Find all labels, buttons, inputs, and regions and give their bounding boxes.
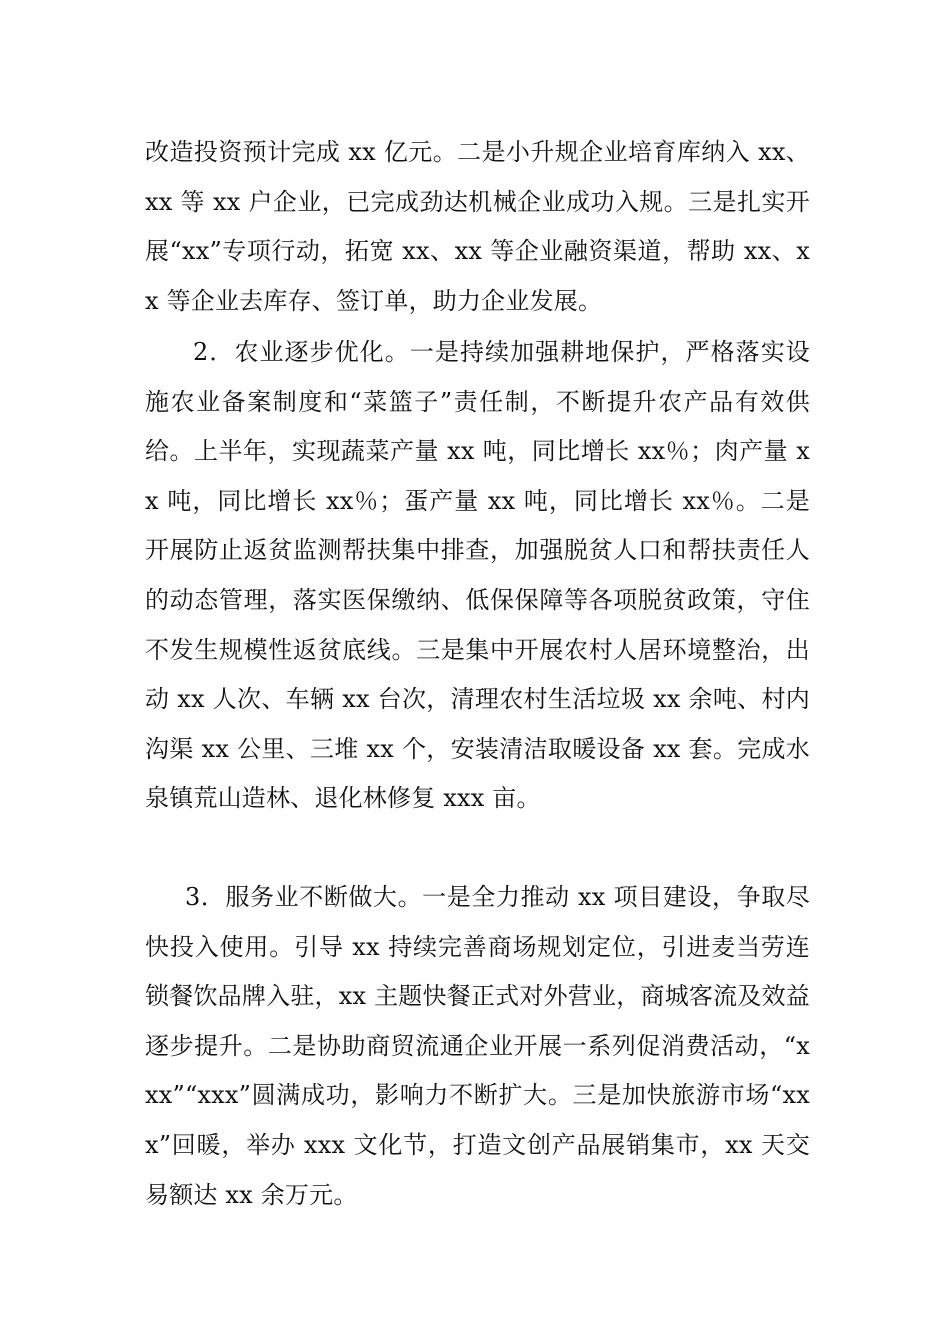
paragraph-services: 3．服务业不断做大。一是全力推动 xx 项目建设，争取尽快投入使用。引导 xx 持续完善商场规划定位，引进麦当劳连锁餐饮品牌入驻，xx 主题快餐正式对外营业，商城客流及效益逐步提升。二是协助商贸流通企业开展一系列促消费活动，“xxx”“xxx”圆满成功，影响力不断扩大。三是加快旅游市场“xxx”回暖，举办 xxx 文化节，打造文创产品展销集市，xx 天交易额达 xx 余万元。 [145,883,810,1209]
paragraph-industry-continued: 改造投资预计完成 xx 亿元。二是小升规企业培育库纳入 xx、xx 等 xx 户企业，已完成劲达机械企业成功入规。三是扎实开展“xx”专项行动，拓宽 xx、xx 等企业融资渠道，帮助 xx、xx 等企业去库存、签订单，助力企业发展。 [145,138,810,315]
paragraph-agriculture: 2．农业逐步优化。一是持续加强耕地保护，严格落实设施农业备案制度和“菜篮子”责任制，不断提升农产品有效供给。上半年，实现蔬菜产量 xx 吨，同比增长 xx％；肉产量 xx 吨，同比增长 xx％；蛋产量 xx 吨，同比增长 xx％。二是开展防止返贫监测帮扶集中排查，加强脱贫人口和帮扶责任人的动态管理，落实医保缴纳、低保保障等各项脱贫政策，守住不发生规模性返贫底线。三是集中开展农村人居环境整治，出动 xx 人次、车辆 xx 台次，清理农村生活垃圾 xx 余吨、村内沟渠 xx 公里、三堆 xx 个，安装清洁取暖设备 xx 套。完成水泉镇荒山造林、退化林修复 xxx 亩。 [145,338,810,813]
